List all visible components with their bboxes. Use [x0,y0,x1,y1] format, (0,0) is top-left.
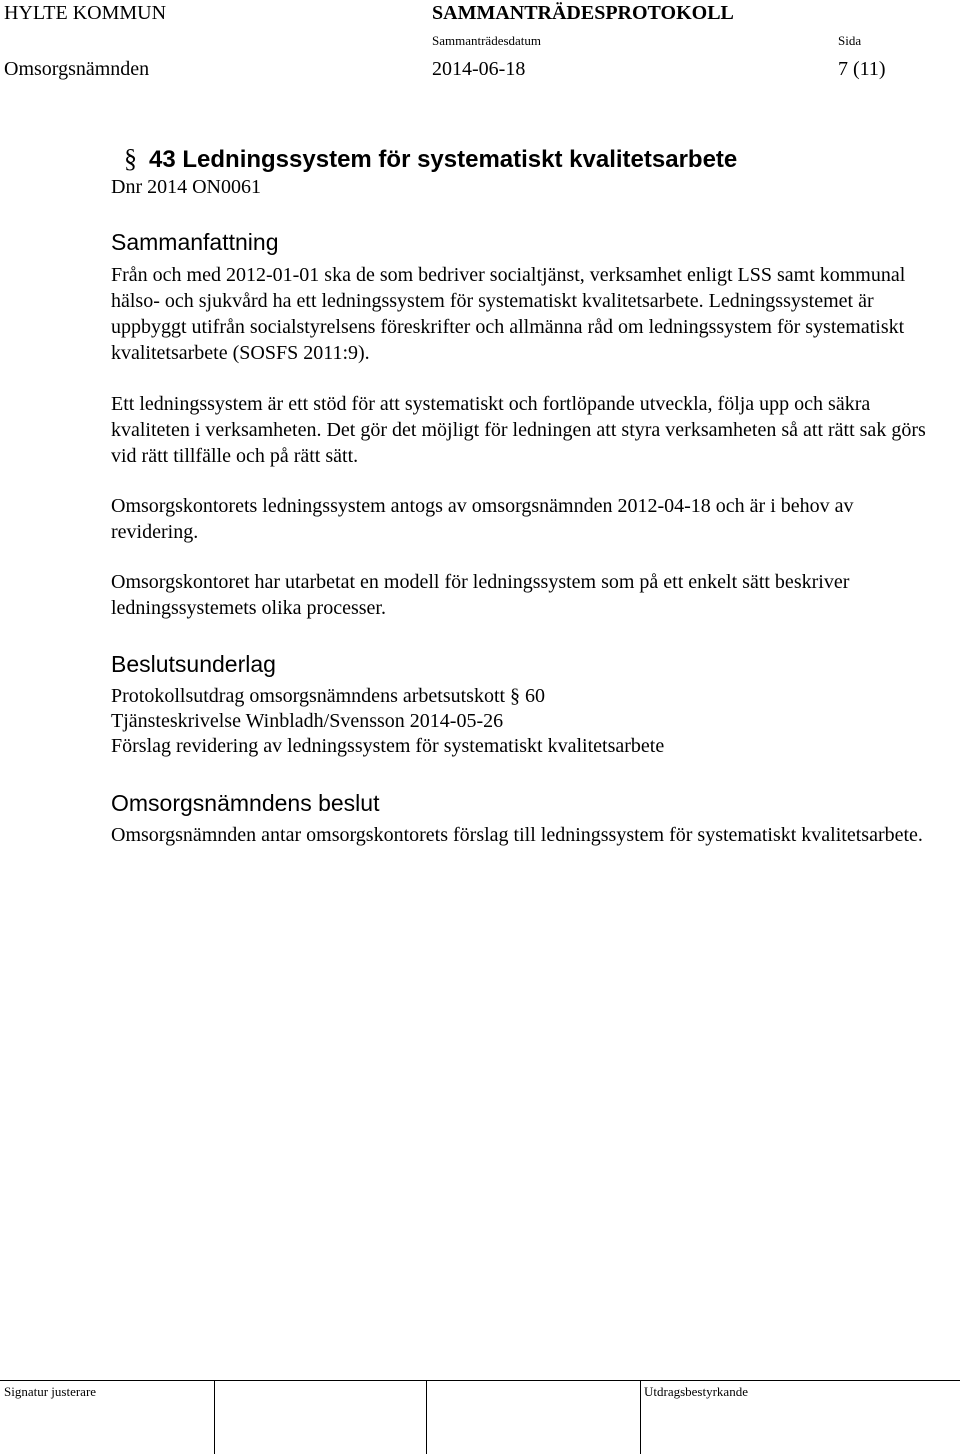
paragraph-sign-icon: § [124,144,137,173]
decision-text: Omsorgsnämnden antar omsorgskontorets förslag till ledningssystem för systematiskt kvalitetsarbete. [111,824,923,846]
summary-paragraph-3: Omsorgskontorets ledningssystem antogs av omsorgsnämnden 2012-04-18 och är i behov av revidering. [111,495,854,543]
basis-item: Tjänsteskrivelse Winbladh/Svensson 2014-05-26 [111,710,504,732]
basis-item: Förslag revidering av ledningssystem för systematiskt kvalitetsarbete [111,735,665,757]
section-heading [124,144,737,174]
meeting-date-label: Sammanträdesdatum [432,33,542,48]
board-name: Omsorgsnämnden [4,58,150,80]
basis-heading: Beslutsunderlag [111,651,276,677]
section-title: 43 Ledningssystem för systematiskt kvalitetsarbete [149,146,738,173]
basis-item: Protokollsutdrag omsorgsnämndens arbetsutskott § 60 [111,685,546,707]
decision-heading: Omsorgsnämndens beslut [111,790,380,816]
document-title: SAMMANTRÄDESPROTOKOLL [432,2,734,24]
signature-label: Signatur justerare [4,1384,97,1399]
summary-paragraph-4: Omsorgskontoret har utarbetat en modell för ledningssystem som på ett enkelt sätt beskriver ledningssystemets olika processer. [111,571,850,619]
page-number: 7 (11) [838,58,886,80]
case-number: Dnr 2014 ON0061 [111,176,261,198]
extract-label: Utdragsbestyrkande [644,1384,748,1399]
signature-box-divider [640,1380,641,1454]
organization-name: HYLTE KOMMUN [4,2,167,24]
meeting-date: 2014-06-18 [432,58,526,80]
footer-rule [0,1380,960,1381]
summary-paragraph-1: Från och med 2012-01-01 ska de som bedriver socialtjänst, verksamhet enligt LSS samt kommunal hälso- och sjukvård ha ett ledningssystem för systematiskt kvalitetsarbete. Ledningssystemet är uppbyggt utifrån socialstyrelsens föreskrifter och allmänna råd om ledningssystem för systematiskt kvalitetsarbete (SOSFS 2011:9). [111,264,906,364]
signature-box-divider [426,1380,427,1454]
page-label: Sida [838,33,862,48]
signature-box-divider [214,1380,215,1454]
summary-heading: Sammanfattning [111,229,279,255]
summary-paragraph-2: Ett ledningssystem är ett stöd för att systematiskt och fortlöpande utveckla, följa upp och säkra kvaliteten i verksamheten. Det gör det möjligt för ledningen att styra verksamheten så att rätt sak görs vid rätt tillfälle och på rätt sätt. [111,393,926,467]
